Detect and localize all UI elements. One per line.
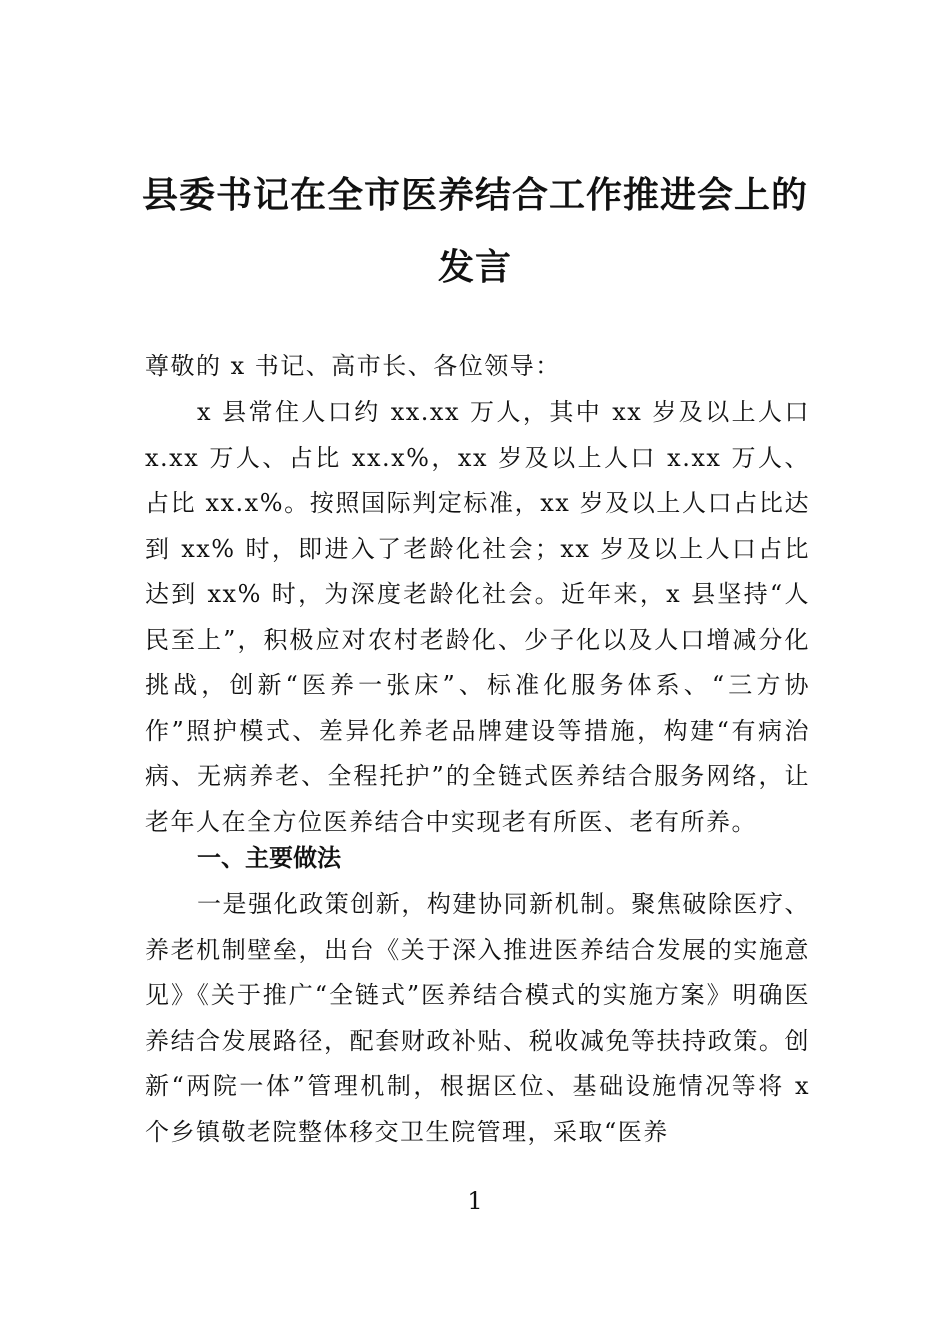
document-title-line-1: 县委书记在全市医养结合工作推进会上的 [141, 174, 808, 216]
salutation: 尊敬的 x 书记、高市长、各位领导： [145, 352, 561, 380]
paragraph-policy-innovation: 一是强化政策创新，构建协同新机制。聚焦破除医疗、养老机制壁垒，出台《关于深入推进医养结合发展的实施意见》《关于推广“全链式”医养结合模式的实施方案》明确医养结合发展路径，配套财政补贴、税收减免等扶持政策。创新“两院一体”管理机制，根据区位、基础设施情况等将 x 个乡镇敬老院整体移交卫生院管理，采取“医养 [145, 890, 810, 1146]
paragraph-population: x 县常住人口约 xx.xx 万人，其中 xx 岁及以上人口 x.xx 万人、占比 xx.x%，xx 岁及以上人口 x.xx 万人、占比 xx.x%。按照国际判定标准，xx 岁及以上人口占比达到 xx% 时，即进入了老龄化社会；xx 岁及以上人口占比达到 xx% 时，为深度老龄化社会。近年来，x 县坚持“人民至上”，积极应对农村老龄化、少子化以及人口增减分化挑战，创新“医养一张床”、标准化服务体系、“三方协作”照护模式、差异化养老品牌建设等措施，构建“有病治病、无病养老、全程托护”的全链式医养结合服务网络，让老年人在全方位医养结合中实现老有所医、老有所养。 [145, 398, 810, 836]
section-heading-main-practices: 一、主要做法 [197, 844, 341, 872]
document-title-line-2: 发言 [437, 246, 512, 288]
page-number: 1 [467, 1187, 483, 1215]
